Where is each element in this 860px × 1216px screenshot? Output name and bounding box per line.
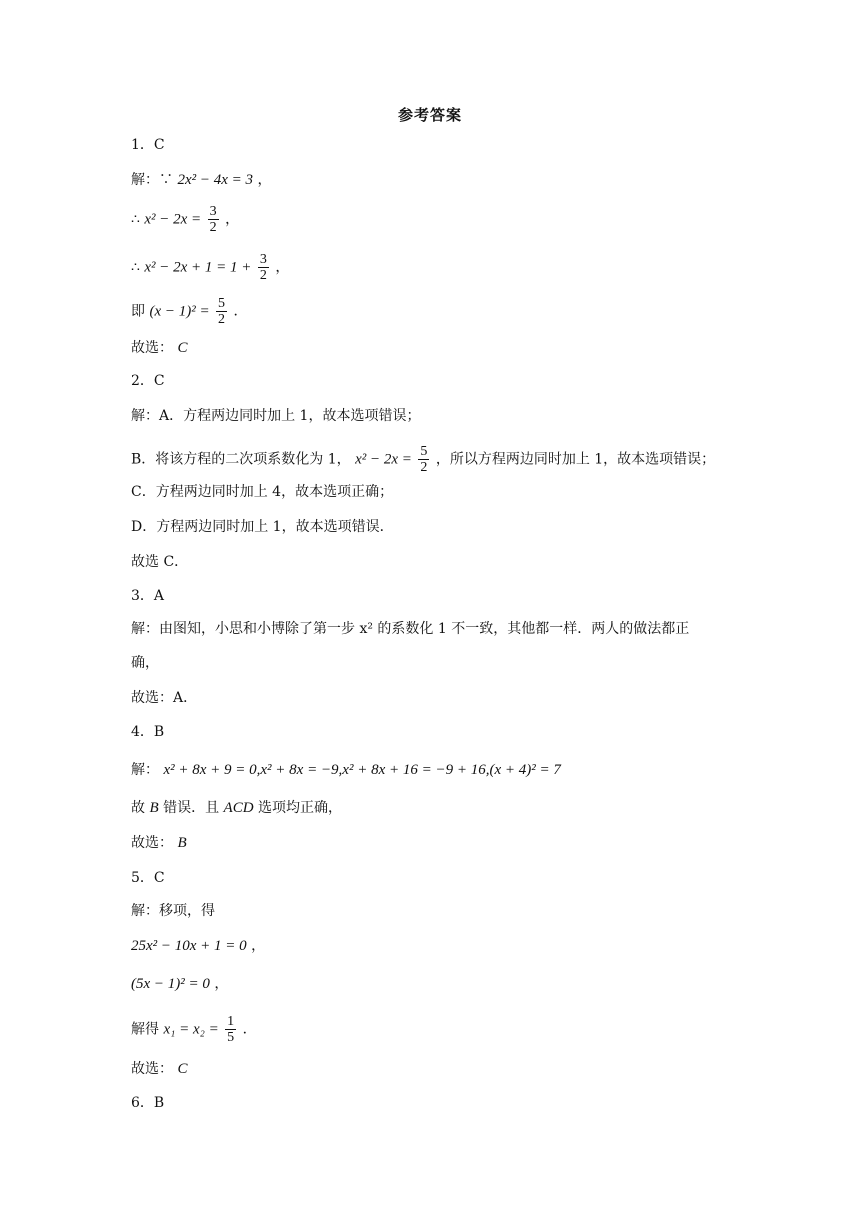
q1-answer: C	[177, 340, 188, 356]
q1-line2-punct: ，	[225, 211, 240, 228]
q4-equation-chain: x² + 8x + 9 = 0,x² + 8x = −9,x² + 8x + 16 = −9 + 16,(x + 4)² = 7	[163, 762, 561, 778]
q4-line2-suffix: 选项均正确，	[257, 800, 342, 816]
q1-line2	[131, 204, 239, 235]
q1-line4	[131, 296, 248, 327]
q4-line2-prefix: 故	[131, 800, 145, 816]
q2-line5: 故选 C．	[131, 554, 189, 570]
fraction-numerator: 1	[227, 1014, 235, 1029]
q5-line4	[131, 1014, 257, 1045]
q2-line3: C．方程两边同时加上 4，故本选项正确；	[131, 484, 394, 500]
q5-line2-punct: ，	[251, 938, 266, 954]
fraction-numerator: 3	[209, 204, 217, 219]
q5-line4-punct: ．	[242, 1021, 257, 1038]
q2-line2-prefix: B．将该方程的二次项系数化为 1，	[131, 451, 351, 468]
q4-line2-mid: 错误．且	[163, 800, 220, 816]
q1-line3-prefix: ∴	[131, 259, 140, 276]
q5-number: 5．C	[131, 870, 165, 886]
q1-line1-prefix: 解：∵	[131, 172, 173, 188]
q1-line4-math: (x − 1)² =	[149, 303, 210, 320]
q5-line2	[131, 936, 265, 956]
fraction-denominator: 2	[259, 268, 267, 283]
q5-roots: x₁ = x₂ =	[163, 1021, 219, 1038]
page-title: 参考答案	[397, 106, 462, 124]
q4-line2	[131, 798, 342, 818]
q4-number: 4．B	[131, 724, 165, 740]
fraction-numerator: 5	[218, 296, 226, 311]
q1-line5	[131, 338, 187, 358]
q1-line3-math: x² − 2x + 1 = 1 +	[144, 259, 252, 276]
q5-roots-fraction	[225, 1014, 236, 1045]
q3-line3: 故选：A．	[131, 690, 198, 706]
q1-line1-punct: ，	[257, 172, 272, 188]
q4-answer: B	[177, 835, 187, 851]
q4-line3	[131, 833, 187, 853]
q1-line2-math: x² − 2x =	[144, 211, 202, 228]
fraction-denominator: 5	[227, 1030, 235, 1045]
q3-line1: 解：由图知，小思和小博除了第一步 x² 的系数化 1 不一致，其他都一样．两人的做法都正	[131, 621, 690, 637]
q2-line1: 解：A．方程两边同时加上 1，故本选项错误；	[131, 408, 421, 424]
q1-line2-prefix: ∴	[131, 211, 140, 228]
q1-equation: 2x² − 4x = 3	[177, 172, 254, 188]
q4-line1	[131, 760, 561, 780]
q1-line3-fraction	[258, 252, 269, 283]
q4-option-b: B	[149, 800, 159, 816]
q1-line4-punct: ．	[233, 303, 248, 320]
q5-answer: C	[177, 1061, 188, 1077]
q5-line5-prefix: 故选：	[131, 1061, 173, 1077]
q2-line2-fraction	[418, 444, 429, 475]
q1-line3	[131, 252, 289, 283]
q4-line1-prefix: 解：	[131, 762, 159, 778]
fraction-numerator: 5	[420, 444, 428, 459]
q1-number: 1．C	[131, 137, 165, 153]
q3-number: 3．A	[131, 588, 165, 604]
q5-equation: 25x² − 10x + 1 = 0	[131, 938, 247, 954]
fraction-denominator: 2	[209, 220, 217, 235]
q5-line3-punct: ，	[214, 976, 229, 992]
q5-square-form: (5x − 1)² = 0	[131, 976, 210, 992]
q3-line2: 确，	[131, 655, 159, 671]
q2-line2-math: x² − 2x =	[355, 451, 412, 468]
q2-number: 2．C	[131, 373, 165, 389]
q2-line2	[131, 444, 715, 475]
q5-line1: 解：移项，得	[131, 903, 215, 919]
q4-line3-prefix: 故选：	[131, 835, 173, 851]
q5-line3	[131, 974, 228, 994]
q2-line4: D．方程两边同时加上 1，故本选项错误．	[131, 519, 394, 535]
q1-line2-fraction	[208, 204, 219, 235]
q1-line5-prefix: 故选：	[131, 340, 173, 356]
q2-line2-suffix: ，所以方程两边同时加上 1，故本选项错误；	[435, 451, 716, 468]
q1-line4-fraction	[216, 296, 227, 327]
q1-line1	[131, 170, 271, 190]
q5-line4-prefix: 解得	[131, 1021, 159, 1038]
fraction-numerator: 3	[259, 252, 267, 267]
fraction-denominator: 2	[218, 312, 226, 327]
q5-line5	[131, 1059, 187, 1079]
q6-number: 6．B	[131, 1095, 165, 1111]
q1-line3-punct: ，	[275, 259, 290, 276]
fraction-denominator: 2	[420, 460, 428, 475]
q1-line4-prefix: 即	[131, 303, 145, 320]
q4-options-acd: ACD	[223, 800, 254, 816]
